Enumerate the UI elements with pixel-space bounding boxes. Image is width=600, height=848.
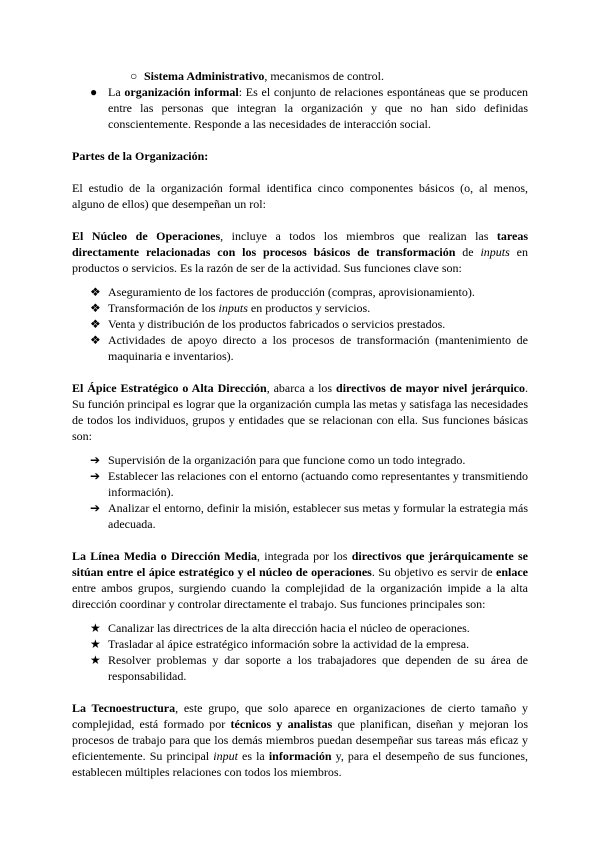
list-item [72, 452, 528, 468]
tecno-t1: , este grupo, que solo aparece en organizaciones de cierto tamaño y complejidad, está formado por [72, 701, 528, 731]
tecno-title: La Tecnoestructura [72, 701, 176, 715]
list-item [72, 500, 528, 532]
item-text: Canalizar las directrices de la alta dirección hacia el núcleo de operaciones. [108, 621, 470, 635]
diamond-bullet-icon: ❖ [90, 333, 101, 347]
tecno-italic: input [213, 749, 238, 763]
item-pre: La [108, 85, 125, 99]
tecno-t2: que planifican, diseñan y mejoran los procesos de trabajo para que los demás miembros puedan desempeñar sus tareas más eficaz y eficientemente. Su principal [72, 717, 528, 763]
list-item [72, 316, 528, 332]
item-text: Aseguramiento de los factores de producción (compras, aprovisionamiento). [108, 285, 475, 299]
sub-item-bold: Sistema Administrativo [144, 69, 265, 83]
list-item-informal [72, 84, 528, 132]
document-page [72, 68, 528, 780]
linea-bold-3: enlace [496, 565, 528, 579]
list-item [72, 620, 528, 636]
apice-list [72, 452, 528, 532]
item-text: Supervisión de la organización para que funcione como un todo integrado. [108, 453, 466, 467]
item-text: Actividades de apoyo directo a los procesos de transformación (mantenimiento de maquinaria e inventarios). [108, 333, 528, 363]
section-heading [72, 148, 528, 164]
item-text: Resolver problemas y dar soporte a los trabajadores que dependen de su área de responsabilidad. [108, 653, 528, 683]
item-text: Transformación de los [108, 301, 219, 315]
item-text: : Es el conjunto de relaciones espontáneas que se producen entre las personas que integran la organización y que no han sido definidas conscientemente. Responde a las necesidades de interacción social. [108, 85, 529, 131]
nucleo-paragraph [72, 228, 528, 276]
item-bold: organización informal [124, 85, 239, 99]
item-text: en productos y servicios. [247, 301, 371, 315]
apice-t1: , abarca a los [266, 381, 337, 395]
nucleo-list [72, 284, 528, 364]
star-bullet-icon: ★ [90, 621, 101, 635]
nucleo-italic: inputs [480, 245, 510, 259]
apice-paragraph [72, 380, 528, 444]
linea-bold-2: directivos que jerárquicamente se sitúan entre el ápice estratégico y el núcleo de operaciones [72, 549, 528, 579]
list-item [72, 284, 528, 300]
linea-list [72, 620, 528, 684]
star-bullet-icon: ★ [90, 637, 101, 651]
nucleo-bold-2: tareas directamente relacionadas con los procesos básicos de transformación [72, 229, 529, 259]
hollow-circle-bullet: ○ [130, 69, 138, 83]
list-item [72, 652, 528, 684]
star-bullet-icon: ★ [90, 653, 101, 667]
linea-t3: entre ambos grupos, surgiendo cuando la complejidad de la organización impide a la alta dirección coordinar y controlar directamente el trabajo. Sus funciones principales son: [72, 581, 528, 611]
linea-title: La Línea Media o Dirección Media [72, 549, 258, 563]
list-item [72, 636, 528, 652]
apice-title: El Ápice Estratégico o Alta Dirección [72, 381, 267, 395]
tecno-paragraph [72, 700, 528, 780]
intro-paragraph: El estudio de la organización formal identifica cinco componentes básicos (o, al menos, alguno de ellos) que desempeñan un rol: [72, 181, 528, 211]
nucleo-t2: de [455, 245, 481, 259]
linea-t1: , integrada por los [257, 549, 352, 563]
sub-list-item [72, 68, 528, 84]
item-italic: inputs [218, 301, 248, 315]
apice-t2: . Su función principal es lograr que la organización cumpla las metas y satisfaga las necesidades de todos los individuos, grupos y entidades que se relacionan con ella. Sus funciones básicas son: [72, 381, 529, 443]
arrow-bullet-icon: ➔ [90, 453, 101, 467]
item-text: Trasladar al ápice estratégico información sobre la actividad de la empresa. [108, 637, 470, 651]
tecno-bold-3: información [268, 749, 332, 763]
linea-paragraph [72, 548, 528, 612]
heading-text: Partes de la Organización: [72, 149, 209, 163]
filled-circle-bullet: ● [90, 85, 98, 99]
list-item [72, 468, 528, 500]
item-text: Analizar el entorno, definir la misión, establecer sus metas y formular la estrategia más adecuada. [108, 501, 528, 531]
tecno-t4: y, para el desempeño de sus funciones, establecen múltiples relaciones con todos los miembros. [72, 749, 528, 779]
item-text: Venta y distribución de los productos fabricados o servicios prestados. [108, 317, 446, 331]
sub-item-text: , mecanismos de control. [264, 69, 384, 83]
list-item [72, 300, 528, 316]
apice-bold-2: directivos de mayor nivel jerárquico [336, 381, 526, 395]
tecno-t3: es la [237, 749, 269, 763]
linea-t2: . Su objetivo es servir de [371, 565, 496, 579]
diamond-bullet-icon: ❖ [90, 301, 101, 315]
diamond-bullet-icon: ❖ [90, 285, 101, 299]
diamond-bullet-icon: ❖ [90, 317, 101, 331]
item-text: Establecer las relaciones con el entorno (actuando como representantes y transmitiendo información). [108, 469, 528, 499]
nucleo-title: El Núcleo de Operaciones [72, 229, 221, 243]
nucleo-t1: , incluye a todos los miembros que realizan las [220, 229, 497, 243]
list-item [72, 332, 528, 364]
arrow-bullet-icon: ➔ [90, 501, 101, 515]
tecno-bold-2: técnicos y analistas [230, 717, 333, 731]
arrow-bullet-icon: ➔ [90, 469, 101, 483]
nucleo-t3: en productos o servicios. Es la razón de ser de la actividad. Sus funciones clave son: [72, 245, 529, 275]
